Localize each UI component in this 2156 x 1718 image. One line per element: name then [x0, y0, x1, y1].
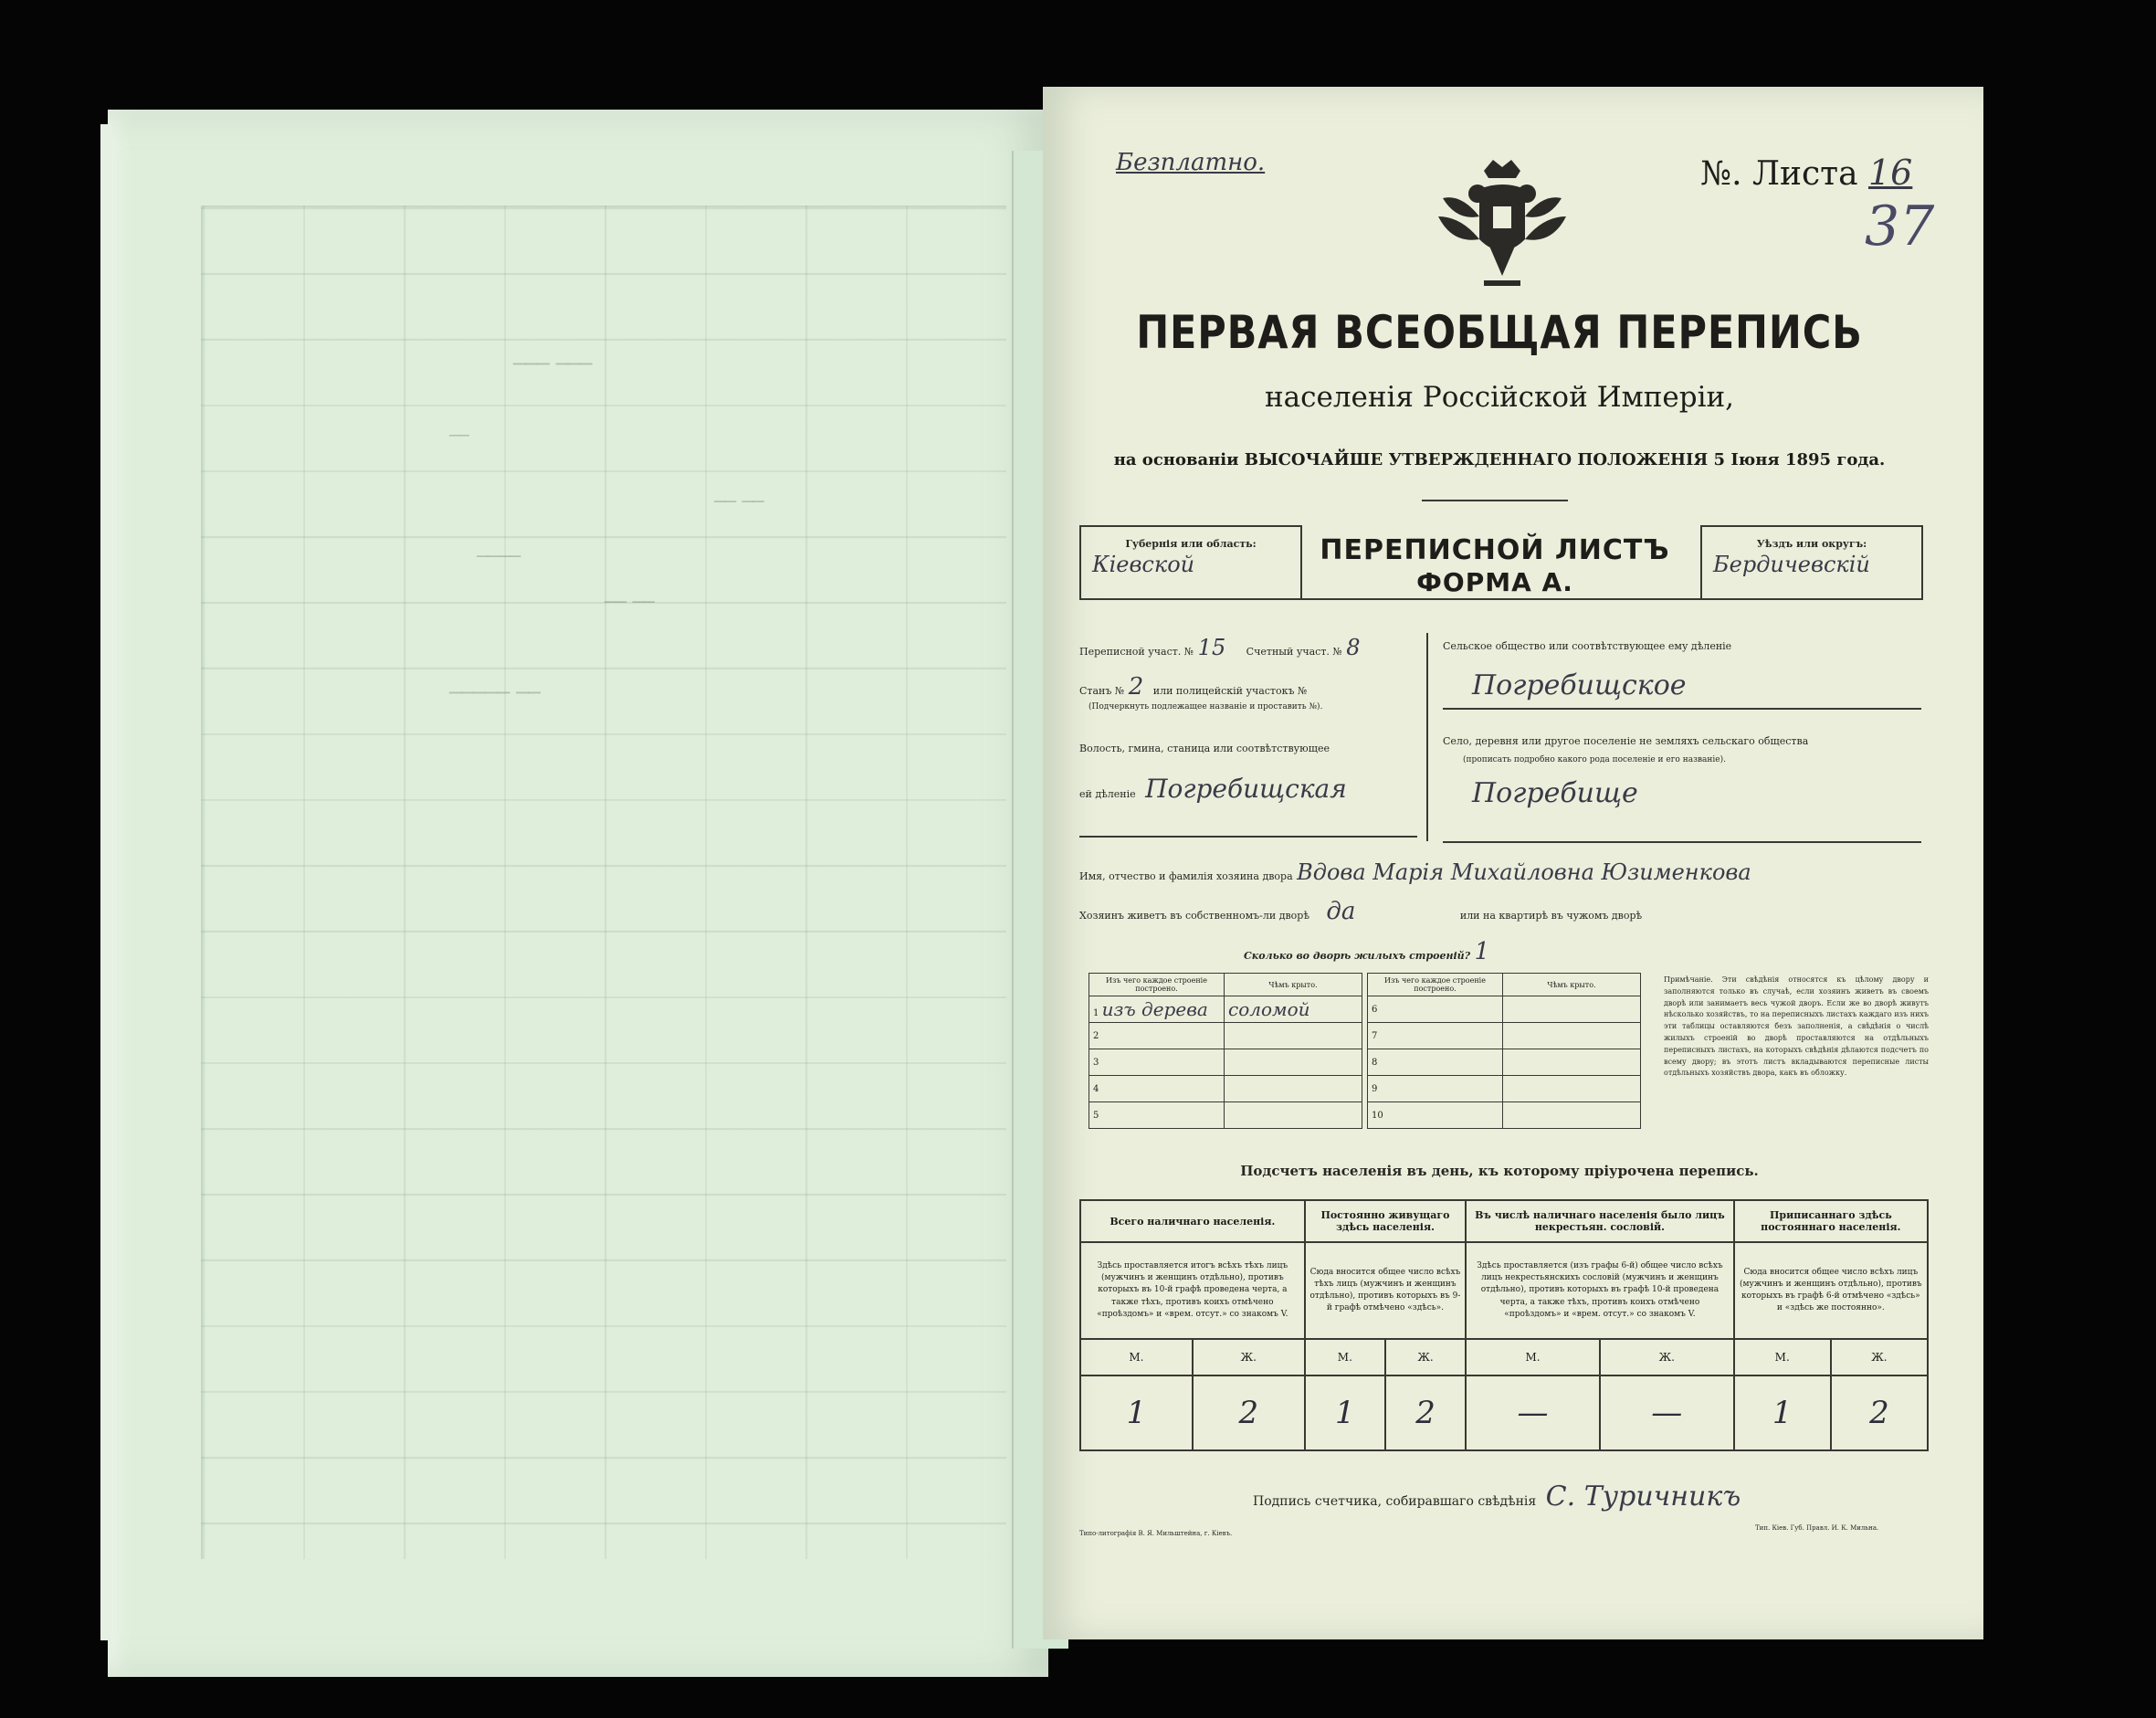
row1-material: изъ дерева	[1101, 998, 1208, 1020]
row-number: 3	[1089, 1049, 1225, 1076]
printer-imprint-right: Тип. Кіев. Губ. Правл. И. К. Мильна.	[1755, 1524, 1879, 1532]
male-header: М.	[1080, 1339, 1193, 1375]
sheet-number-value: 16	[1867, 153, 1913, 193]
row-number: 9	[1368, 1076, 1503, 1102]
owner-value: Вдова Марія Михайловна Юзименкова	[1297, 859, 1751, 885]
permanent-male-value: 1	[1305, 1375, 1385, 1450]
owner-label: Имя, отчество и фамилія хозяина двора	[1079, 870, 1293, 882]
form-title: ПЕРЕПИСНОЙ ЛИСТЪ	[1320, 534, 1670, 566]
gubernia-value: Кіевской	[1092, 552, 1195, 577]
buildings-col-roof: Чѣмъ крыто.	[1503, 974, 1641, 996]
buildings-value: 1	[1474, 938, 1490, 965]
page-edge	[100, 124, 111, 1640]
volost-value: Погребищская	[1145, 774, 1347, 804]
signature-label: Подпись счетчика, собиравшаго свѣдѣнія	[1253, 1494, 1537, 1509]
lives-label: Хозяинъ живетъ въ собственномъ-ли дворѣ	[1079, 910, 1309, 922]
village-rule	[1443, 841, 1921, 843]
census-text-registered: Сюда вносится общее число всѣхъ лицъ (мужчинъ и женщинъ отдѣльно), противъ которыхъ въ графѣ 6-й отмѣчено «здѣсь» и «здѣсь же постоянно».	[1734, 1242, 1928, 1339]
gubernia-box	[1079, 525, 1302, 600]
village-note: (прописать подробно какого рода поселеніе и его названіе).	[1463, 755, 1726, 764]
row-number: 7	[1368, 1023, 1503, 1049]
buildings-table-left	[1089, 973, 1362, 1129]
census-head-total: Всего наличнаго населенія.	[1080, 1200, 1305, 1242]
volost-label-2: ей дѣленіе	[1079, 788, 1136, 800]
column-divider	[1426, 633, 1428, 841]
row-number: 4	[1089, 1076, 1225, 1102]
row-number: 5	[1089, 1102, 1225, 1129]
uezd-value: Бердичевскій	[1713, 552, 1870, 577]
buildings-note: Примѣчаніе. Эти свѣдѣнія относятся къ цѣлому двору и заполняются только въ случаѣ, если хозяинъ живетъ въ своемъ дворѣ или занимаетъ весь чужой дворъ. Если же во дворѣ живутъ нѣсколько хозяйствъ, то на переписныхъ листахъ каждаго изъ нихъ эти таблицы оставляются безъ заполненія, а свѣдѣнія о числѣ жилыхъ строеній во дворѣ проставляются на отдѣльныхъ переписныхъ листахъ, на которыхъ свѣдѣнія дѣлаются подсчетъ по всему двору; въ этотъ листъ вкладываются переписные листы отдѣльныхъ хозяйствъ двора, какъ въ обложку.	[1664, 975, 1929, 1078]
male-header: М.	[1305, 1339, 1385, 1375]
district-label: Переписной участ. №	[1079, 646, 1194, 658]
buildings-label: Сколько во дворѣ жилыхъ строеній?	[1244, 950, 1471, 962]
census-text-total: Здѣсь проставляется итогъ всѣхъ тѣхъ лицъ (мужчинъ и женщинъ отдѣльно), противъ которыхъ въ 10-й графѣ проведена черта, а также тѣхъ, противъ коихъ отмѣчено «проѣздомъ» и «врем. отсут.» со знакомъ V.	[1080, 1242, 1305, 1339]
permanent-female-value: 2	[1385, 1375, 1466, 1450]
census-text-permanent: Сюда вносится общее число всѣхъ тѣхъ лицъ (мужчинъ и женщинъ отдѣльно), противъ которыхъ въ 9-й графѣ отмѣчено «здѣсь».	[1305, 1242, 1466, 1339]
stan-label: Станъ №	[1079, 685, 1125, 697]
stan-row	[1079, 673, 1307, 701]
owner-row	[1079, 859, 1751, 885]
lives-value: да	[1326, 898, 1356, 925]
district-row	[1079, 635, 1361, 660]
count-label: Счетный участ. №	[1246, 646, 1342, 658]
non-peasant-male-value: —	[1466, 1375, 1600, 1450]
census-count-heading: Подсчетъ населенія въ день, къ которому пріурочена перепись.	[1240, 1163, 1759, 1179]
census-title: ПЕРВАЯ ВСЕОБЩАЯ ПЕРЕПИСЬ	[1136, 306, 1863, 359]
census-head-registered: Приписаннаго здѣсь постояннаго населенія.	[1734, 1200, 1928, 1242]
village-label: Село, деревня или другое поселеніе не земляхъ сельскаго общества	[1443, 735, 1809, 747]
row-number: 2	[1089, 1023, 1225, 1049]
volost-label: Волость, гмина, станица или соотвѣтствующее	[1079, 743, 1330, 754]
header-rule	[1079, 598, 1921, 600]
census-form-page	[1043, 87, 1983, 1639]
row1-roof: соломой	[1228, 998, 1310, 1020]
row-number: 10	[1368, 1102, 1503, 1129]
lives-label-2: или на квартирѣ въ чужомъ дворѣ	[1459, 910, 1643, 922]
sheet-number-label: №. Листа	[1700, 155, 1858, 193]
row-number: 1	[1093, 1008, 1099, 1018]
volost-row	[1079, 774, 1347, 804]
female-header: Ж.	[1600, 1339, 1734, 1375]
form-type: ФОРМА А.	[1416, 567, 1573, 597]
buildings-row	[1244, 938, 1489, 965]
uezd-label: Уѣздъ или округъ:	[1756, 538, 1867, 550]
female-header: Ж.	[1831, 1339, 1928, 1375]
census-subtitle: населенія Россійской Имперіи,	[1264, 381, 1735, 414]
row-number: 8	[1368, 1049, 1503, 1076]
buildings-table-right	[1367, 973, 1641, 1129]
census-head-permanent: Постоянно живущаго здѣсь населенія.	[1305, 1200, 1466, 1242]
count-value: 8	[1346, 635, 1361, 660]
buildings-col-material: Изъ чего каждое строеніе построено.	[1368, 974, 1503, 996]
society-value: Погребищское	[1472, 669, 1687, 701]
census-text-non-peasant: Здѣсь проставляется (изъ графы 6-й) общее число всѣхъ лицъ некрестьянскихъ сословій (мужчинъ и женщинъ отдѣльно), противъ которыхъ въ графѣ 10-й проведена черта, а также тѣхъ, противъ коихъ отмѣчено «проѣздомъ» и «врем. отсут.» со знакомъ V.	[1466, 1242, 1733, 1339]
free-label: Безплатно.	[1116, 149, 1266, 176]
uezd-box	[1700, 525, 1923, 600]
society-label: Сельское общество или соотвѣтствующее ему дѣленіе	[1443, 640, 1732, 652]
buildings-col-material: Изъ чего каждое строеніе построено.	[1089, 974, 1225, 996]
society-rule	[1443, 708, 1921, 710]
double-headed-eagle-emblem	[1434, 153, 1571, 294]
printer-imprint-left: Типо-литографія В. Я. Мильштейна, г. Кіевъ.	[1079, 1530, 1233, 1537]
total-female-value: 2	[1193, 1375, 1305, 1450]
lives-row	[1079, 898, 1642, 925]
signature-row	[1253, 1481, 1741, 1512]
stan-value: 2	[1128, 673, 1144, 701]
row-number: 6	[1368, 996, 1503, 1023]
registered-female-value: 2	[1831, 1375, 1928, 1450]
left-page-grid: ─── ─── ── ── ── ──── ── ── ───── ──	[201, 206, 1006, 1559]
archive-number: 37	[1865, 195, 1935, 258]
male-header: М.	[1734, 1339, 1831, 1375]
census-basis: на основаніи ВЫСОЧАЙШЕ УТВЕРЖДЕННАГО ПОЛОЖЕНІЯ 5 Іюня 1895 года.	[1113, 450, 1886, 469]
signature-value: С. Туричникъ	[1545, 1481, 1741, 1512]
gubernia-label: Губернія или область:	[1125, 538, 1257, 550]
female-header: Ж.	[1385, 1339, 1466, 1375]
non-peasant-female-value: —	[1600, 1375, 1734, 1450]
ornament-divider	[1422, 500, 1568, 501]
census-count-table	[1079, 1199, 1929, 1451]
census-head-non-peasant: Въ числѣ наличнаго населенія было лицъ некрестьян. сословій.	[1466, 1200, 1733, 1242]
female-header: Ж.	[1193, 1339, 1305, 1375]
police-label: или полицейскій участокъ №	[1152, 685, 1308, 697]
buildings-col-roof: Чѣмъ крыто.	[1225, 974, 1362, 996]
volost-rule	[1079, 836, 1417, 838]
registered-male-value: 1	[1734, 1375, 1831, 1450]
village-value: Погребище	[1472, 777, 1638, 809]
male-header: М.	[1466, 1339, 1600, 1375]
underline-note: (Подчеркнуть подлежащее названіе и проставить №).	[1089, 702, 1323, 711]
total-male-value: 1	[1080, 1375, 1193, 1450]
district-value: 15	[1197, 635, 1226, 660]
